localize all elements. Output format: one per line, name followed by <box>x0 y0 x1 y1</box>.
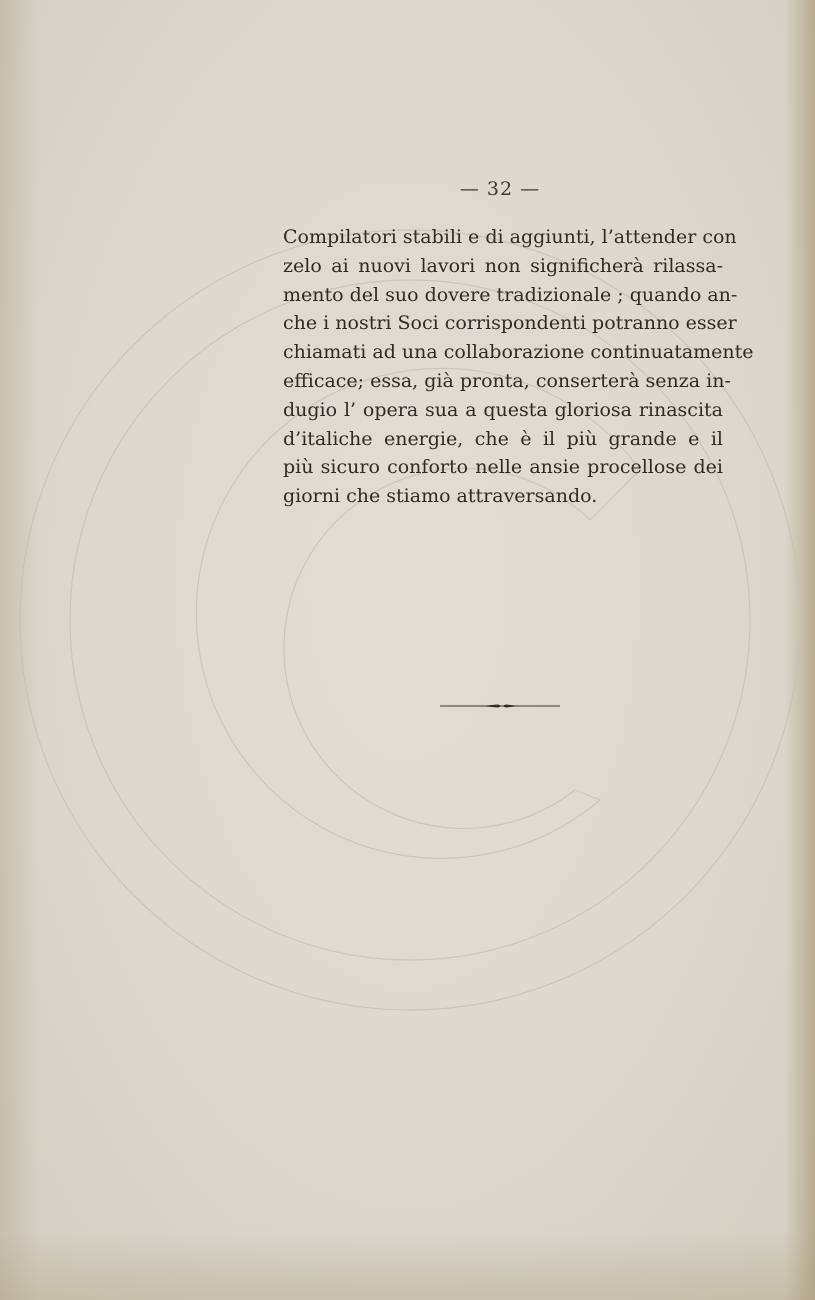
body-paragraph <box>283 223 754 511</box>
text-line: mento del suo dovere tradizionale ; quando an- <box>283 283 738 306</box>
text-line: che i nostri Soci corrispondenti potranno esser <box>283 312 737 335</box>
text-line: chiamati ad una collaborazione continuatamente <box>283 341 754 364</box>
text-line: più sicuro conforto nelle ansie procellose dei <box>283 456 723 479</box>
text-line: giorni che stiamo attraversando. <box>283 485 598 508</box>
page-number: — 32 — <box>459 178 541 200</box>
text-line: efficace; essa, già pronta, conserterà senza in- <box>283 369 731 392</box>
text-line: Compilatori stabili e di aggiunti, l’attender con <box>283 226 737 248</box>
text-line: dugio l’ opera sua a questa gloriosa rinascita <box>283 398 723 421</box>
text-line: zelo ai nuovi lavori non significherà rilassa- <box>283 254 723 277</box>
text-line: d’italiche energie, che è il più grande e il <box>283 427 723 450</box>
decorative-rule <box>440 700 560 712</box>
